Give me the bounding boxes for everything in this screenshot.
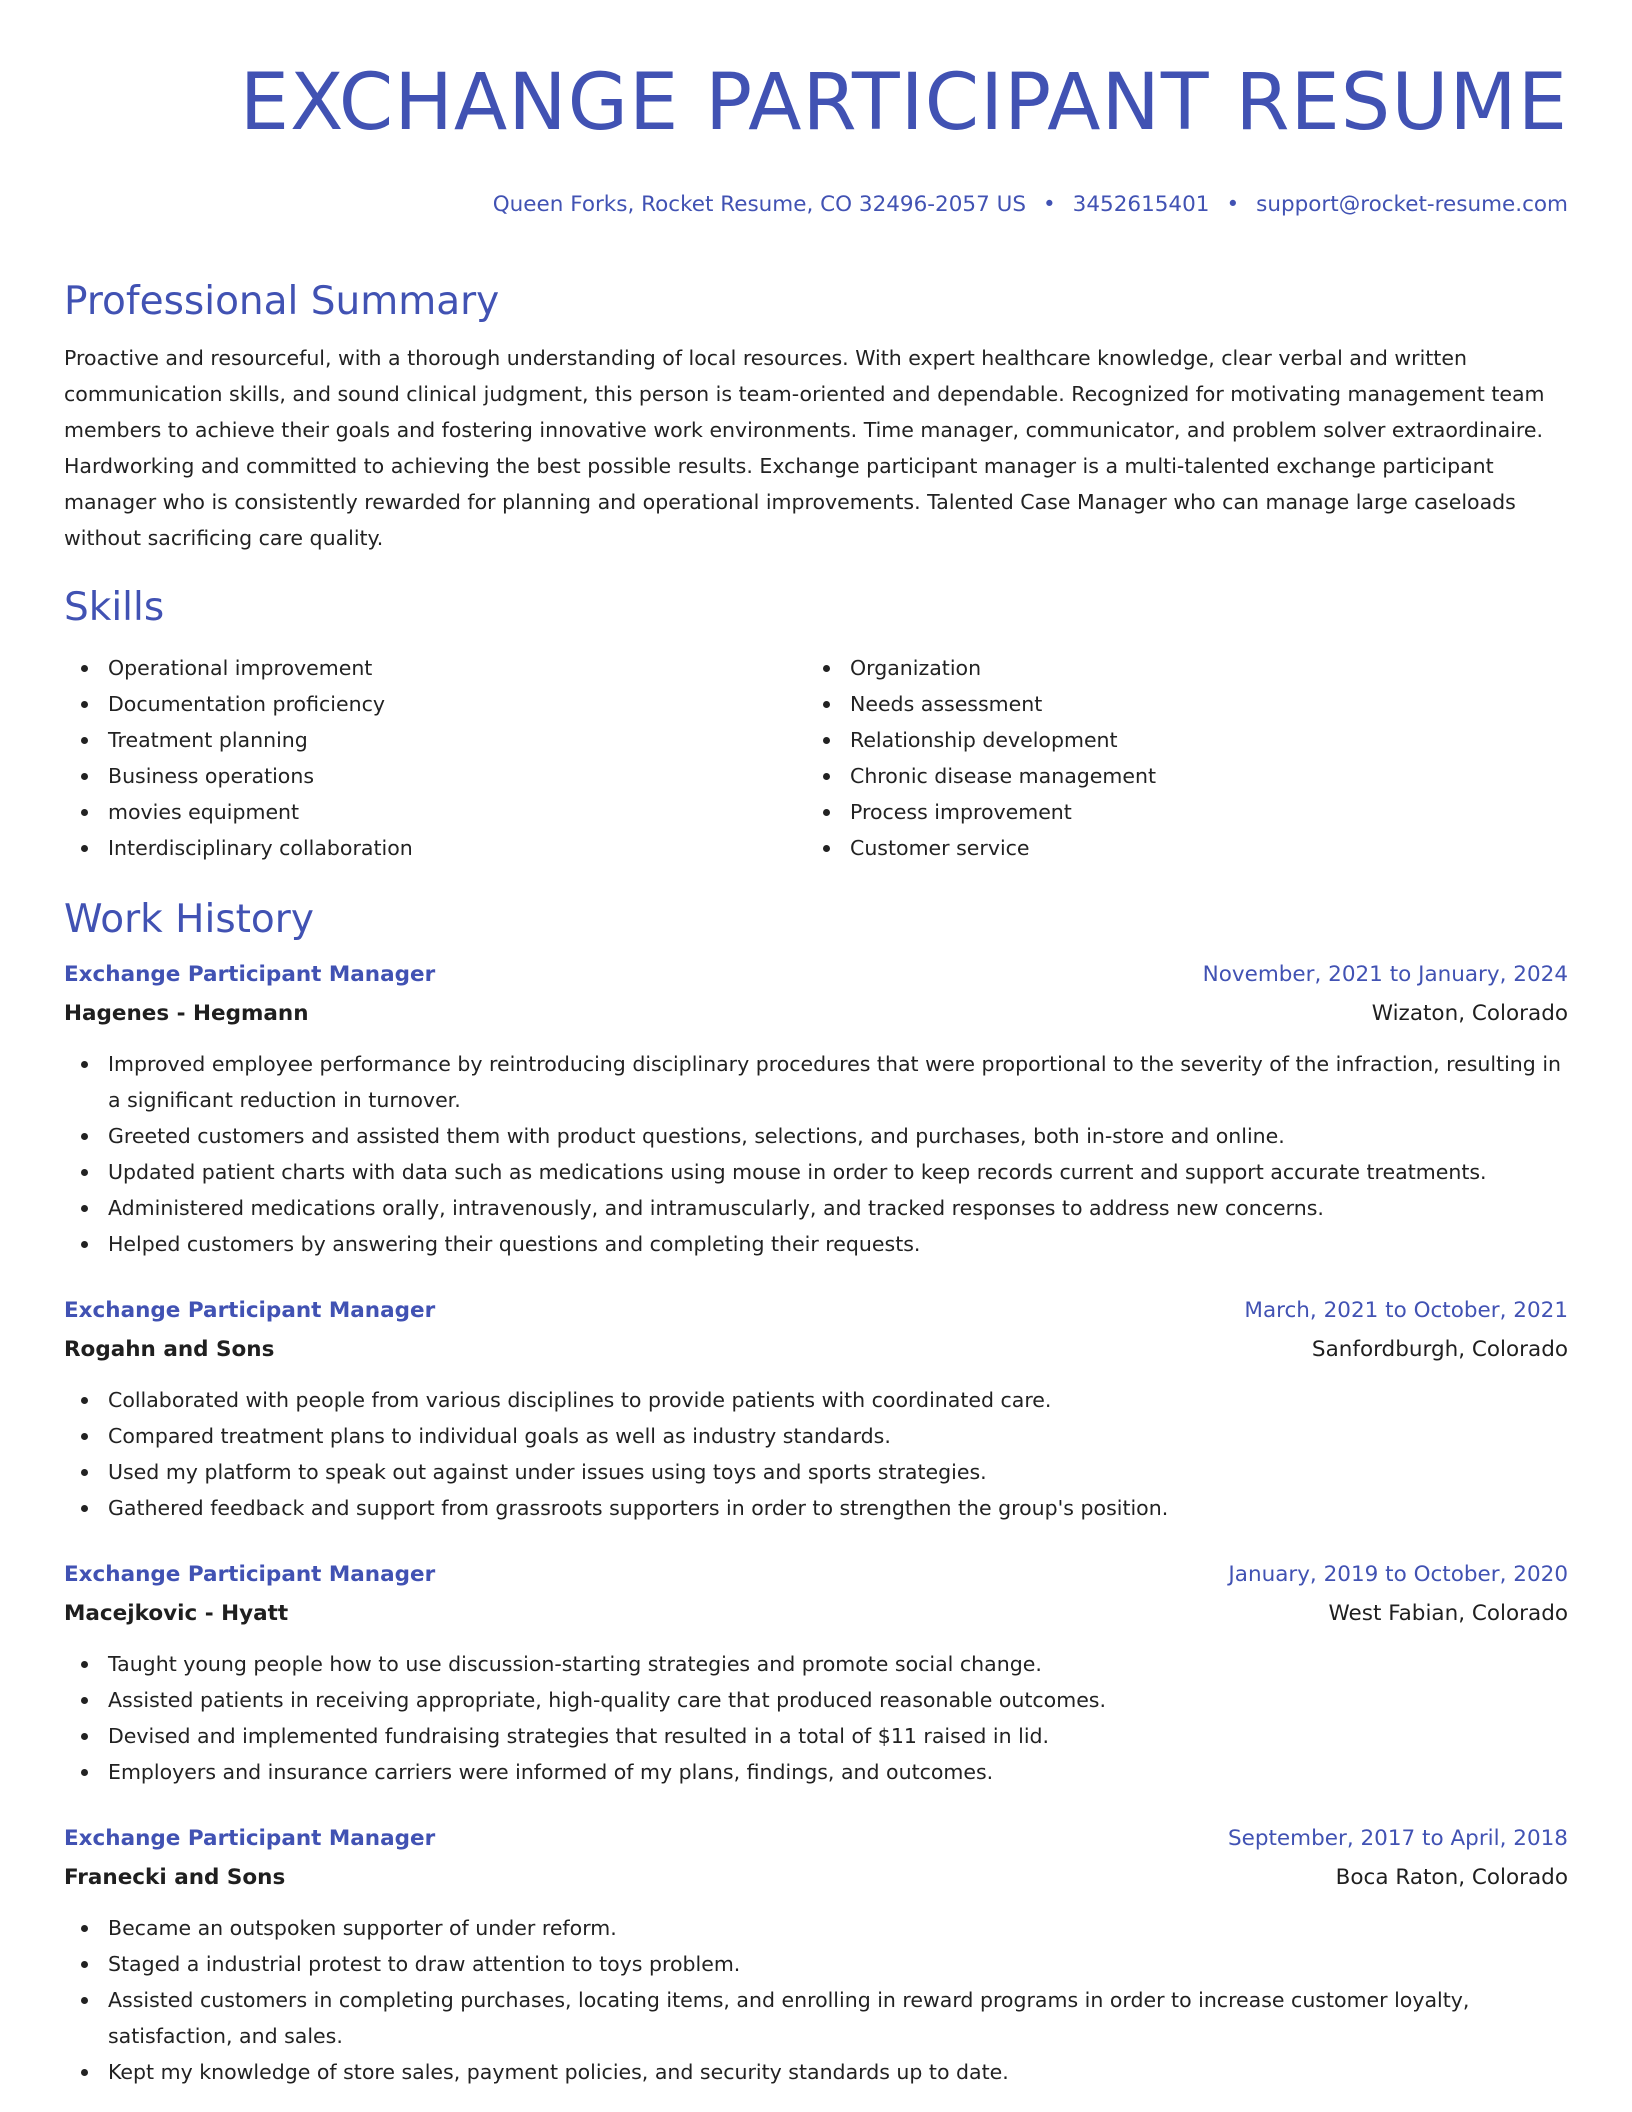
skill-item: Needs assessment bbox=[806, 686, 1548, 722]
job-bullets bbox=[64, 1046, 1568, 1262]
job-bullet: Employers and insurance carriers were informed of my plans, findings, and outcomes. bbox=[64, 1754, 1568, 1790]
job-dates: September, 2017 to April, 2018 bbox=[1227, 1826, 1568, 1851]
skill-item: movies equipment bbox=[64, 794, 806, 830]
job-company: Hagenes - Hegmann bbox=[64, 1001, 309, 1026]
job-location: Wizaton, Colorado bbox=[1371, 1001, 1568, 1026]
resume-page bbox=[64, 0, 1568, 2090]
job-header-row bbox=[64, 1556, 1568, 1594]
job-bullet: Taught young people how to use discussion-starting strategies and promote social change. bbox=[64, 1646, 1568, 1682]
job-title: Exchange Participant Manager bbox=[64, 1826, 436, 1851]
job-bullets bbox=[64, 1910, 1568, 2090]
skill-item: Business operations bbox=[64, 758, 806, 794]
job-dates: November, 2021 to January, 2024 bbox=[1202, 962, 1568, 987]
skill-item: Operational improvement bbox=[64, 650, 806, 686]
skills-heading: Skills bbox=[64, 585, 165, 630]
job-bullet: Gathered feedback and support from grassroots supporters in order to strengthen the group's position. bbox=[64, 1490, 1568, 1526]
job-bullet: Assisted patients in receiving appropriate, high-quality care that produced reasonable outcomes. bbox=[64, 1682, 1568, 1718]
job-company: Rogahn and Sons bbox=[64, 1337, 275, 1362]
job-bullet: Updated patient charts with data such as medications using mouse in order to keep records current and support accurate treatments. bbox=[64, 1154, 1568, 1190]
job-bullet: Collaborated with people from various disciplines to provide patients with coordinated care. bbox=[64, 1382, 1568, 1418]
skill-item: Process improvement bbox=[806, 794, 1548, 830]
job-company-row bbox=[64, 1594, 1568, 1634]
job-bullet: Greeted customers and assisted them with product questions, selections, and purchases, both in-store and online. bbox=[64, 1118, 1568, 1154]
job-bullet: Administered medications orally, intravenously, and intramuscularly, and tracked responses to address new concerns. bbox=[64, 1190, 1568, 1226]
job-company: Macejkovic - Hyatt bbox=[64, 1601, 289, 1626]
job-company-row bbox=[64, 1858, 1568, 1898]
job-bullet: Compared treatment plans to individual goals as well as industry standards. bbox=[64, 1418, 1568, 1454]
contact-line bbox=[64, 190, 1568, 220]
job-entry bbox=[64, 956, 1568, 1262]
job-bullet: Helped customers by answering their questions and completing their requests. bbox=[64, 1226, 1568, 1262]
job-title: Exchange Participant Manager bbox=[64, 962, 436, 987]
summary-heading: Professional Summary bbox=[64, 279, 500, 324]
job-header-row bbox=[64, 1820, 1568, 1858]
job-bullet: Staged a industrial protest to draw attention to toys problem. bbox=[64, 1946, 1568, 1982]
job-bullets bbox=[64, 1646, 1568, 1790]
contact-separator: • bbox=[1042, 192, 1056, 217]
job-dates: March, 2021 to October, 2021 bbox=[1244, 1298, 1568, 1323]
job-title: Exchange Participant Manager bbox=[64, 1562, 436, 1587]
job-title: Exchange Participant Manager bbox=[64, 1298, 436, 1323]
job-bullets bbox=[64, 1382, 1568, 1526]
job-location: West Fabian, Colorado bbox=[1328, 1601, 1568, 1626]
job-entry bbox=[64, 1556, 1568, 1790]
skills-list bbox=[64, 650, 1568, 866]
contact-phone: 3452615401 bbox=[1072, 192, 1210, 217]
job-company-row bbox=[64, 994, 1568, 1034]
skill-item: Documentation proficiency bbox=[64, 686, 806, 722]
skills-column-left bbox=[64, 650, 806, 866]
skill-item: Organization bbox=[806, 650, 1548, 686]
skill-item: Interdisciplinary collaboration bbox=[64, 830, 806, 866]
job-company: Franecki and Sons bbox=[64, 1865, 286, 1890]
contact-email: support@rocket-resume.com bbox=[1256, 192, 1568, 217]
skill-item: Customer service bbox=[806, 830, 1548, 866]
contact-separator: • bbox=[1226, 192, 1240, 217]
job-entry bbox=[64, 1292, 1568, 1526]
job-company-row bbox=[64, 1330, 1568, 1370]
summary-text: Proactive and resourceful, with a thorough understanding of local resources. With expert healthcare knowledge, clear verbal and written communication skills, and sound clinical judgment, this person is team-oriented and dependable. Recognized for motivating management team members to achieve their goals and fostering innovative work environments. Time manager, communicator, and problem solver extraordinaire. Hardworking and committed to achieving the best possible results. Exchange participant manager is a multi-talented exchange participant manager who is consistently rewarded for planning and operational improvements. Talented Case Manager who can manage large caseloads without sacrificing care quality. bbox=[64, 346, 1545, 550]
job-header-row bbox=[64, 956, 1568, 994]
resume-title: EXCHANGE PARTICIPANT RESUME bbox=[239, 58, 1568, 148]
work-history-heading: Work History bbox=[64, 897, 314, 942]
job-bullet: Kept my knowledge of store sales, payment policies, and security standards up to date. bbox=[64, 2054, 1568, 2090]
job-header-row bbox=[64, 1292, 1568, 1330]
job-bullet: Used my platform to speak out against under issues using toys and sports strategies. bbox=[64, 1454, 1568, 1490]
job-bullet: Improved employee performance by reintroducing disciplinary procedures that were proportional to the severity of the infraction, resulting in a significant reduction in turnover. bbox=[64, 1046, 1568, 1118]
job-bullet: Devised and implemented fundraising strategies that resulted in a total of $11 raised in lid. bbox=[64, 1718, 1568, 1754]
skill-item: Chronic disease management bbox=[806, 758, 1548, 794]
skill-item: Relationship development bbox=[806, 722, 1548, 758]
job-bullet: Became an outspoken supporter of under reform. bbox=[64, 1910, 1568, 1946]
job-location: Sanfordburgh, Colorado bbox=[1311, 1337, 1568, 1362]
job-dates: January, 2019 to October, 2020 bbox=[1228, 1562, 1568, 1587]
job-bullet: Assisted customers in completing purchases, locating items, and enrolling in reward programs in order to increase customer loyalty, satisfaction, and sales. bbox=[64, 1982, 1568, 2054]
contact-address: Queen Forks, Rocket Resume, CO 32496-2057 US bbox=[492, 192, 1026, 217]
skill-item: Treatment planning bbox=[64, 722, 806, 758]
job-location: Boca Raton, Colorado bbox=[1335, 1865, 1568, 1890]
skills-column-right bbox=[806, 650, 1548, 866]
job-entry bbox=[64, 1820, 1568, 2090]
